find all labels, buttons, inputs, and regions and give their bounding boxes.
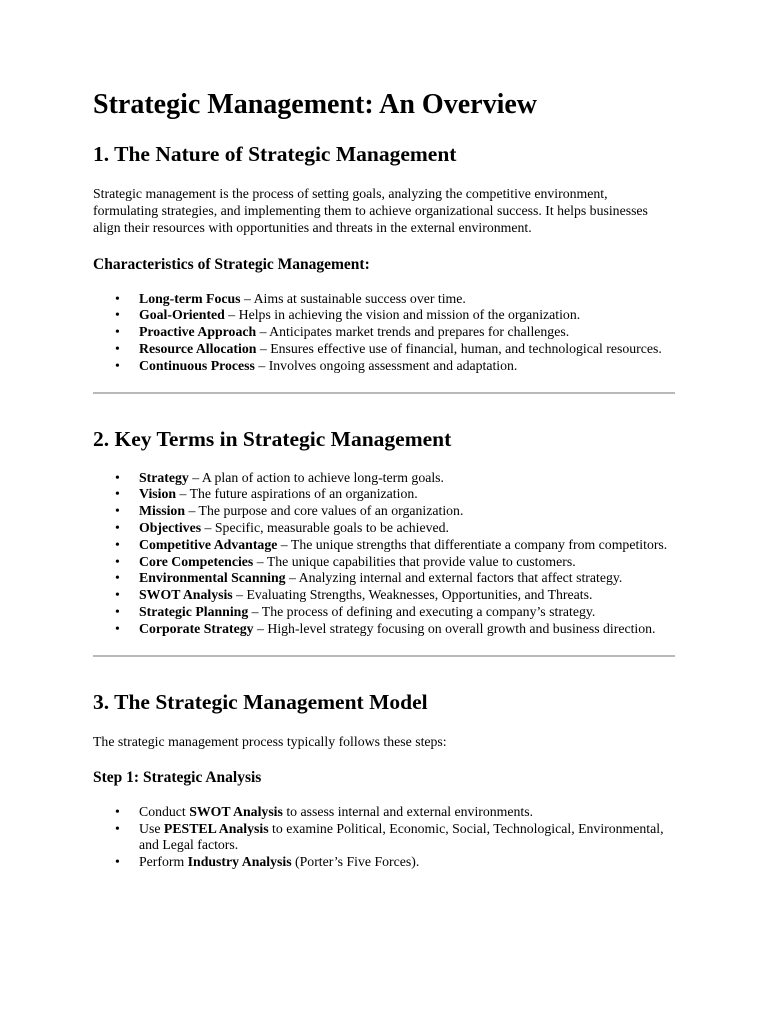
- section-1-heading: 1. The Nature of Strategic Management: [93, 142, 457, 166]
- section-divider: [93, 655, 675, 657]
- section-divider: [93, 392, 675, 394]
- definition: – The process of defining and executing a company’s strategy.: [248, 603, 596, 619]
- list-item: [93, 587, 675, 604]
- term: PESTEL Analysis: [163, 820, 269, 836]
- list-item: [93, 621, 675, 638]
- term: Corporate Strategy: [139, 620, 254, 636]
- term: Industry Analysis: [187, 854, 292, 870]
- term: Strategic Planning: [139, 603, 249, 619]
- bullet-icon: •: [115, 486, 120, 502]
- list-item: [93, 854, 675, 871]
- section-3-paragraph: The strategic management process typically follows these steps:: [93, 733, 447, 749]
- list-item: [93, 341, 675, 358]
- step-1-list: [93, 804, 675, 871]
- definition: – A plan of action to achieve long-term goals.: [188, 469, 444, 485]
- bullet-icon: •: [115, 357, 120, 373]
- list-item: [93, 604, 675, 621]
- bullet-icon: •: [115, 620, 120, 636]
- document-title: Strategic Management: An Overview: [93, 89, 537, 120]
- definition: – High-level strategy focusing on overall growth and business direction.: [253, 620, 656, 636]
- bullet-icon: •: [115, 820, 120, 836]
- bullet-icon: •: [115, 553, 120, 569]
- term: Environmental Scanning: [139, 570, 286, 586]
- bullet-icon: •: [115, 290, 120, 306]
- definition: – Aims at sustainable success over time.: [240, 290, 466, 306]
- definition: – The future aspirations of an organization.: [176, 486, 418, 502]
- term: Resource Allocation: [139, 341, 257, 356]
- list-item: [93, 520, 675, 537]
- term: Core Competencies: [139, 553, 254, 569]
- definition: – Ensures effective use of financial, human, and technological resources.: [256, 341, 662, 356]
- definition: – The unique strengths that differentiate a company from competitors.: [277, 536, 668, 552]
- key-terms-list: [93, 470, 675, 638]
- list-item: [93, 804, 675, 821]
- bullet-icon: •: [115, 570, 120, 586]
- term: SWOT Analysis: [189, 803, 283, 819]
- characteristics-heading: Characteristics of Strategic Management:: [93, 255, 370, 273]
- definition: – The purpose and core values of an organization.: [185, 503, 464, 519]
- definition: – Anticipates market trends and prepares for challenges.: [256, 324, 570, 340]
- bullet-icon: •: [115, 469, 120, 485]
- list-item: [93, 821, 675, 855]
- term: Vision: [139, 486, 177, 502]
- term: Proactive Approach: [139, 324, 257, 340]
- bullet-icon: •: [115, 854, 120, 870]
- term: Strategy: [139, 469, 189, 485]
- bullet-icon: •: [115, 324, 120, 340]
- section-2-heading: 2. Key Terms in Strategic Management: [93, 426, 452, 451]
- term: Competitive Advantage: [139, 536, 278, 552]
- definition: – Specific, measurable goals to be achieved.: [201, 519, 449, 535]
- bullet-icon: •: [115, 603, 120, 619]
- bullet-icon: •: [115, 587, 120, 603]
- bullet-icon: •: [115, 536, 120, 552]
- definition: to assess internal and external environments.: [282, 803, 534, 819]
- list-item: [93, 486, 675, 503]
- list-item: [93, 291, 675, 308]
- definition: to examine Political, Economic, Social, Technological, Environmental, and Legal factors.: [139, 820, 664, 853]
- definition: – The unique capabilities that provide value to customers.: [253, 553, 576, 569]
- bullet-icon: •: [115, 503, 120, 519]
- section-1-paragraph: Strategic management is the process of setting goals, analyzing the competitive environment, formulating strategies, and implementing them to achieve organizational success. It helps businesses align their resources with opportunities and threats in the external environment.: [93, 186, 648, 236]
- definition: (Porter’s Five Forces).: [291, 854, 420, 870]
- item-prefix: Perform: [139, 854, 188, 870]
- term: Goal-Oriented: [139, 307, 225, 323]
- term: SWOT Analysis: [139, 587, 233, 603]
- term: Continuous Process: [139, 357, 255, 373]
- list-item: [93, 470, 675, 487]
- term: Objectives: [139, 519, 202, 535]
- list-item: [93, 324, 675, 341]
- term: Long-term Focus: [139, 290, 241, 306]
- list-item: [93, 307, 675, 324]
- definition: – Involves ongoing assessment and adaptation.: [254, 357, 518, 373]
- list-item: [93, 358, 675, 375]
- definition: – Helps in achieving the vision and mission of the organization.: [224, 307, 581, 323]
- term: Mission: [139, 503, 185, 519]
- definition: – Analyzing internal and external factors that affect strategy.: [285, 570, 623, 586]
- list-item: [93, 503, 675, 520]
- item-prefix: Use: [139, 820, 164, 836]
- item-prefix: Conduct: [139, 803, 190, 819]
- document-content: [93, 88, 675, 871]
- list-item: [93, 537, 675, 554]
- bullet-icon: •: [115, 519, 120, 535]
- step-1-heading: Step 1: Strategic Analysis: [93, 768, 262, 786]
- list-item: [93, 554, 675, 571]
- section-3-heading: 3. The Strategic Management Model: [93, 689, 428, 714]
- bullet-icon: •: [115, 803, 120, 819]
- bullet-icon: •: [115, 307, 120, 323]
- bullet-icon: •: [115, 341, 120, 356]
- list-item: [93, 570, 675, 587]
- characteristics-list: [93, 291, 675, 375]
- definition: – Evaluating Strengths, Weaknesses, Opportunities, and Threats.: [232, 587, 593, 603]
